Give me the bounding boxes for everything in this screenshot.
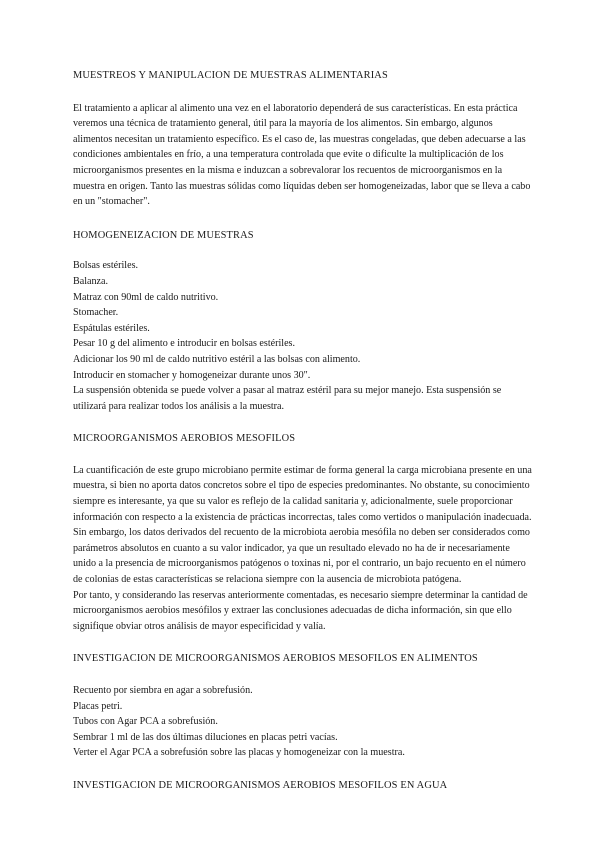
- list-item: Recuento por siembra en agar a sobrefusión.: [73, 685, 253, 696]
- list-item: Sembrar 1 ml de las dos últimas diluciones en placas petri vacías.: [73, 731, 338, 743]
- list-item: Pesar 10 g del alimento e introducir en bolsas estériles.: [73, 338, 296, 350]
- list-item: Placas petri.: [73, 700, 123, 712]
- list-item: Espátulas estériles.: [73, 322, 150, 334]
- mesofilos-body: [73, 463, 533, 635]
- section-title-muestreo: MUESTREOS Y MANIPULACION DE MUESTRAS ALIMENTARIAS: [73, 70, 388, 81]
- list-item: Adicionar los 90 ml de caldo nutritivo estéril a las bolsas con alimento.: [73, 353, 361, 365]
- list-item: Introducir en stomacher y homogeneizar durante unos 30".: [73, 369, 311, 381]
- document-page: [73, 68, 533, 794]
- list-item: Tubos con Agar PCA a sobrefusión.: [73, 716, 218, 728]
- section-title-agua: INVESTIGACION DE MICROORGANISMOS AEROBIOS MESOFILOS EN AGUA: [73, 779, 448, 791]
- section-title-alimentos: INVESTIGACION DE MICROORGANISMOS AEROBIOS MESOFILOS EN ALIMENTOS: [73, 653, 478, 665]
- paragraph-mesofilos: La cuantificación de este grupo microbiano permite estimar de forma general la carga microbiana presente en una muestra, si bien no aporta datos concretos sobre el tipo de especies predominantes. No obstante, su conocimiento siempre es interesante, ya que su valor es reflejo de la calidad sanitaria y, adicionalmente, suele proporcionar información con respecto a la existencia de prácticas incorrectas, tales como vertidos o manipulación inadecuada. Sin embargo, los datos derivados del recuento de la microbiota aerobia mesófila no deben ser considerados como parámetros absolutos en cuanto a su valor indicador, ya que un resultado elevado no ha de ir necesariamente unido a la presencia de microorganismos patógenos o toxinas ni, por el contrario, un bajo recuento en el número de colonias de estas características se relaciona siempre con la ausencia de microbiota patógena.: [73, 464, 532, 586]
- list-item: Matraz con 90ml de caldo nutritivo.: [73, 291, 219, 303]
- list-item: Balanza.: [73, 275, 109, 287]
- list-item: Verter el Agar PCA a sobrefusión sobre las placas y homogeneizar con la muestra.: [73, 747, 405, 759]
- list-item: La suspensión obtenida se puede volver a pasar al matraz estéril para su mejor manejo. Esta suspensión se utilizará para realizar todos los análisis a la muestra.: [73, 385, 502, 412]
- homogeneizacion-list: [73, 258, 533, 414]
- alimentos-list: [73, 683, 533, 761]
- paragraph-muestreo: El tratamiento a aplicar al alimento una vez en el laboratorio dependerá de sus características. En esta práctica veremos una técnica de tratamiento general, útil para la mayoría de los alimentos. Sin embargo, algunos alimentos necesitan un tratamiento específico. Es el caso de, las muestras congeladas, que deben adecuarse a las condiciones ambientales en frío, a una temperatura controlada que evite o dificulte la multiplicación de los microorganismos presentes en la misma e induzcan a sobrevalorar los recuentos de microorganismos en la muestra en origen. Tanto las muestras sólidas como líquidas deben ser homogeneizadas, labor que se lleva a cabo en un "stomacher".: [73, 102, 531, 208]
- section-title-mesofilos: MICROORGANISMOS AEROBIOS MESOFILOS: [73, 433, 296, 445]
- list-item: Stomacher.: [73, 307, 119, 319]
- list-item: Bolsas estériles.: [73, 260, 139, 272]
- paragraph-mesofilos-2: Por tanto, y considerando las reservas anteriormente comentadas, es necesario siempre determinar la cantidad de microorganismos aerobios mesófilos y extraer las conclusiones adecuadas de dicha información, sin que ello signifique obviar otros análisis de mayor especificidad y valía.: [73, 589, 528, 632]
- section-title-homogeneizacion: HOMOGENEIZACION DE MUESTRAS: [73, 229, 254, 241]
